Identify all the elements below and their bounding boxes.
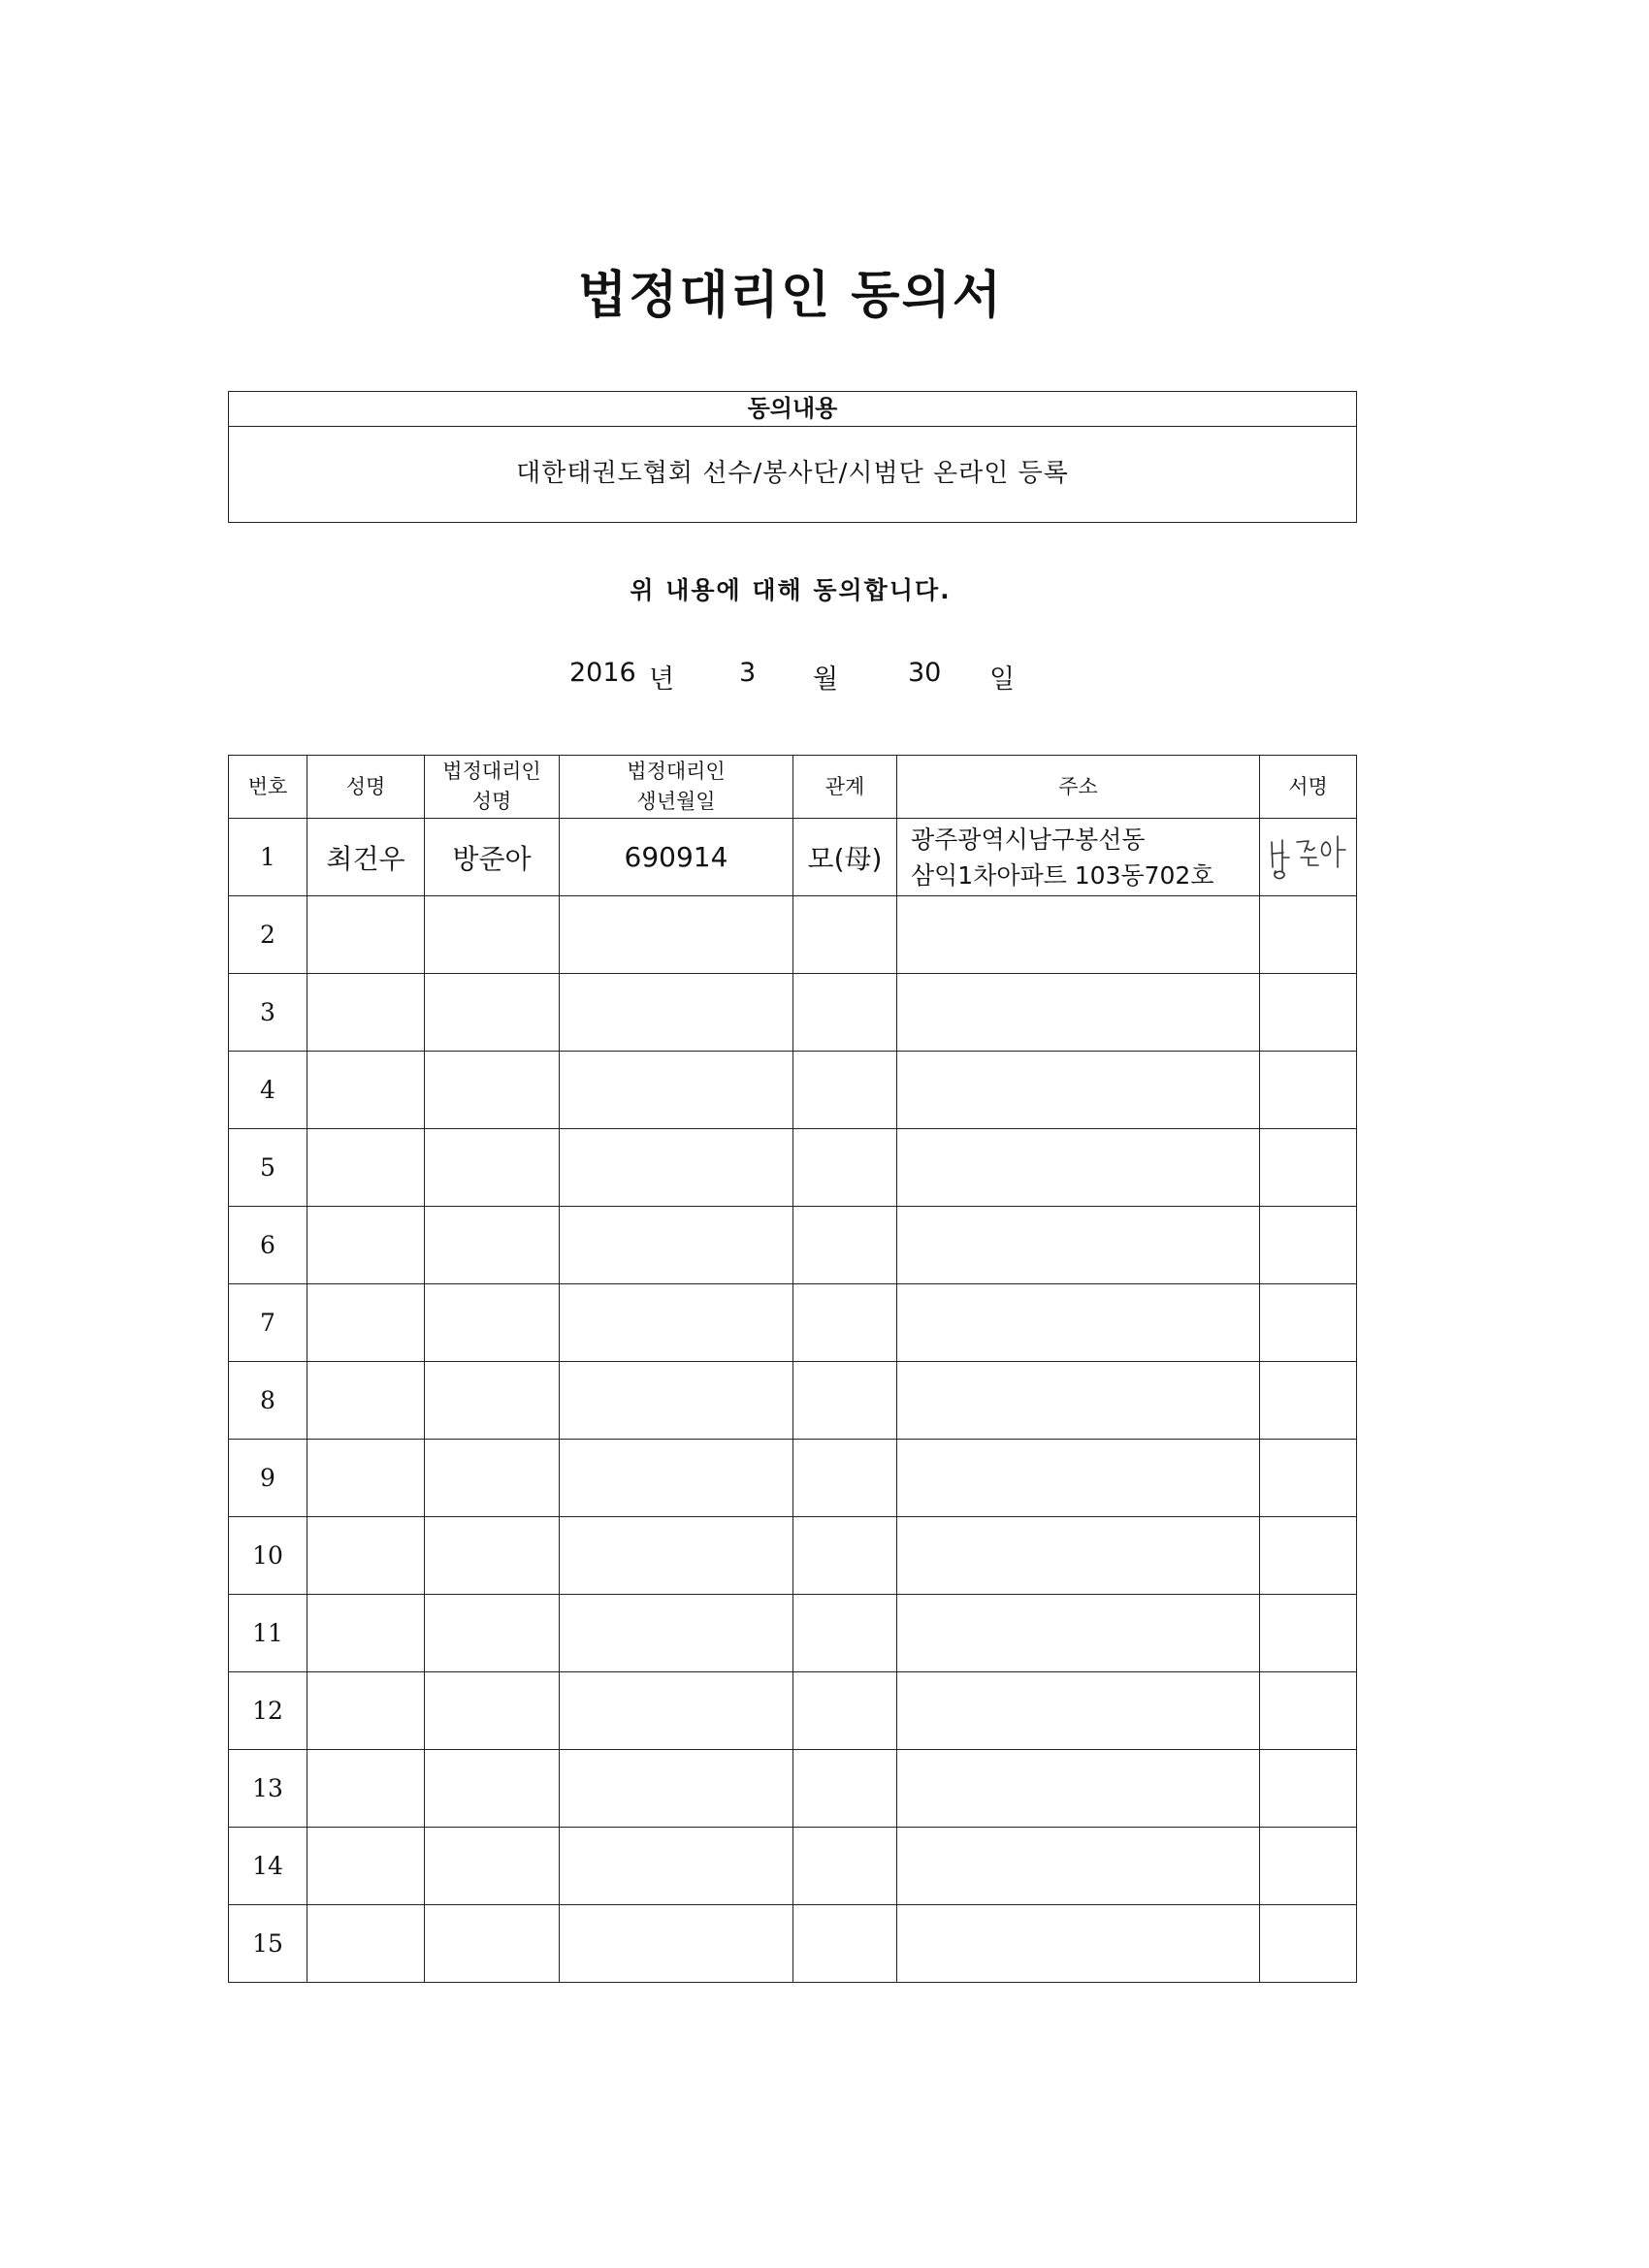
guardian-birthdate: [560, 896, 793, 974]
signature-cell: [1260, 1362, 1357, 1440]
signature-cell: [1260, 1207, 1357, 1284]
row-number: 12: [229, 1672, 307, 1750]
page-title: 법정대리인 동의서: [578, 267, 1003, 325]
address: [897, 1595, 1260, 1672]
relation: [793, 1207, 897, 1284]
signature-cell: [1260, 896, 1357, 974]
address: [897, 1207, 1260, 1284]
signature-cell: [1260, 1905, 1357, 1983]
relation: [793, 1440, 897, 1517]
row-number: 13: [229, 1750, 307, 1828]
table-row: [229, 896, 1357, 974]
consent-box-body: 대한태권도협회 선수/봉사단/시범단 온라인 등록: [516, 459, 1069, 488]
guardian-birthdate: [560, 1362, 793, 1440]
header-guardian-birth-line1: 법정대리인: [627, 760, 726, 783]
date-month-unit: 월: [813, 664, 839, 695]
address: [897, 1284, 1260, 1362]
header-guardian-name-line2: 성명: [471, 790, 512, 813]
signature-cell: [1260, 1129, 1357, 1207]
guardian-name: [425, 1672, 560, 1750]
guardian-birthdate: [560, 1052, 793, 1129]
header-relation: 관계: [793, 756, 897, 819]
header-guardian-name-line1: 법정대리인: [442, 760, 541, 783]
participant-name: [307, 974, 425, 1052]
participant-name: [307, 1284, 425, 1362]
guardian-birthdate: [560, 1284, 793, 1362]
guardian-name: [425, 896, 560, 974]
guardian-birthdate: 690914: [560, 819, 793, 896]
guardian-name: [425, 1750, 560, 1828]
address-line-2: 삼익1차아파트 103동702호: [911, 860, 1214, 890]
consent-content-box: [228, 391, 1357, 523]
row-number: 7: [229, 1284, 307, 1362]
date-year: 2016: [569, 658, 636, 688]
relation: [793, 1284, 897, 1362]
signature-cell: [1260, 1750, 1357, 1828]
header-address: 주소: [897, 756, 1260, 819]
guardian-birthdate: [560, 1828, 793, 1905]
table-row: [229, 1595, 1357, 1672]
relation: [793, 1362, 897, 1440]
row-number: 1: [229, 819, 307, 896]
participant-name: [307, 1595, 425, 1672]
signature-cell: [1260, 1440, 1357, 1517]
table-row: [229, 1362, 1357, 1440]
guardian-name: [425, 1207, 560, 1284]
table-row: [229, 1828, 1357, 1905]
table-row: [229, 1517, 1357, 1595]
guardian-roster-table: [228, 755, 1357, 1983]
participant-name: [307, 1750, 425, 1828]
participant-name: [307, 1207, 425, 1284]
relation: [793, 1672, 897, 1750]
address: [897, 1440, 1260, 1517]
row-number: 3: [229, 974, 307, 1052]
address: [897, 1828, 1260, 1905]
signature-cell: [1260, 974, 1357, 1052]
header-guardian-name: [425, 756, 560, 819]
signature-cell: [1260, 1284, 1357, 1362]
guardian-name: [425, 1129, 560, 1207]
guardian-birthdate: [560, 974, 793, 1052]
participant-name: [307, 1672, 425, 1750]
header-name: 성명: [307, 756, 425, 819]
consent-box-header: 동의내용: [229, 392, 1356, 427]
handwritten-signature: [1260, 819, 1357, 896]
agreement-statement: 위 내용에 대해 동의합니다.: [630, 576, 952, 604]
guardian-birthdate: [560, 1207, 793, 1284]
signature-cell: [1260, 1595, 1357, 1672]
address-line-1: 광주광역시남구봉선동: [911, 825, 1146, 854]
address: [897, 1750, 1260, 1828]
table-row: [229, 1129, 1357, 1207]
address: [897, 974, 1260, 1052]
row-number: 4: [229, 1052, 307, 1129]
table-row: [229, 1905, 1357, 1983]
relation: [793, 1595, 897, 1672]
participant-name: [307, 1440, 425, 1517]
signature-cell: [1260, 1052, 1357, 1129]
address: [897, 1362, 1260, 1440]
participant-name: [307, 1362, 425, 1440]
row-number: 2: [229, 896, 307, 974]
relation: [793, 896, 897, 974]
address: [897, 896, 1260, 974]
guardian-birthdate: [560, 1129, 793, 1207]
guardian-name: [425, 1440, 560, 1517]
row-number: 9: [229, 1440, 307, 1517]
participant-name: [307, 1905, 425, 1983]
guardian-birthdate: [560, 1905, 793, 1983]
relation: [793, 1129, 897, 1207]
address: [897, 1905, 1260, 1983]
guardian-name: [425, 1362, 560, 1440]
row-number: 10: [229, 1517, 307, 1595]
guardian-name: [425, 1284, 560, 1362]
table-row: [229, 1052, 1357, 1129]
relation: [793, 1828, 897, 1905]
header-guardian-birth-line2: 생년월일: [636, 790, 716, 813]
relation: [793, 974, 897, 1052]
date-day-unit: 일: [989, 664, 1016, 695]
participant-name: [307, 1828, 425, 1905]
relation: 모(母): [793, 819, 897, 896]
header-signature: 서명: [1260, 756, 1357, 819]
table-row: [229, 1672, 1357, 1750]
table-row: [229, 1750, 1357, 1828]
relation: [793, 1052, 897, 1129]
header-guardian-birth: [560, 756, 793, 819]
guardian-birthdate: [560, 1440, 793, 1517]
date-month: 3: [739, 658, 757, 688]
relation: [793, 1905, 897, 1983]
date-day: 30: [908, 658, 942, 688]
row-number: 6: [229, 1207, 307, 1284]
guardian-name: [425, 974, 560, 1052]
signature-cell: [1260, 1828, 1357, 1905]
header-number: 번호: [229, 756, 307, 819]
table-row: [229, 974, 1357, 1052]
table-row: [229, 819, 1357, 896]
guardian-name: [425, 1517, 560, 1595]
participant-name: 최건우: [307, 819, 425, 896]
guardian-birthdate: [560, 1750, 793, 1828]
address: [897, 1517, 1260, 1595]
participant-name: [307, 1052, 425, 1129]
date-year-unit: 년: [649, 664, 675, 695]
address: [897, 1052, 1260, 1129]
address: [897, 1129, 1260, 1207]
table-row: [229, 1440, 1357, 1517]
row-number: 14: [229, 1828, 307, 1905]
table-row: [229, 1207, 1357, 1284]
address: [897, 819, 1260, 896]
table-header-row: [229, 756, 1357, 819]
guardian-birthdate: [560, 1595, 793, 1672]
row-number: 8: [229, 1362, 307, 1440]
relation: [793, 1750, 897, 1828]
guardian-name: [425, 1595, 560, 1672]
participant-name: [307, 1517, 425, 1595]
address: [897, 1672, 1260, 1750]
guardian-birthdate: [560, 1672, 793, 1750]
relation: [793, 1517, 897, 1595]
row-number: 15: [229, 1905, 307, 1983]
guardian-name: [425, 1828, 560, 1905]
row-number: 11: [229, 1595, 307, 1672]
guardian-birthdate: [560, 1517, 793, 1595]
table-row: [229, 1284, 1357, 1362]
guardian-name: 방준아: [425, 819, 560, 896]
guardian-name: [425, 1905, 560, 1983]
participant-name: [307, 896, 425, 974]
signature-cell: [1260, 1672, 1357, 1750]
row-number: 5: [229, 1129, 307, 1207]
signature-scribble-icon: [1262, 828, 1355, 887]
participant-name: [307, 1129, 425, 1207]
signature-cell: [1260, 1517, 1357, 1595]
guardian-name: [425, 1052, 560, 1129]
